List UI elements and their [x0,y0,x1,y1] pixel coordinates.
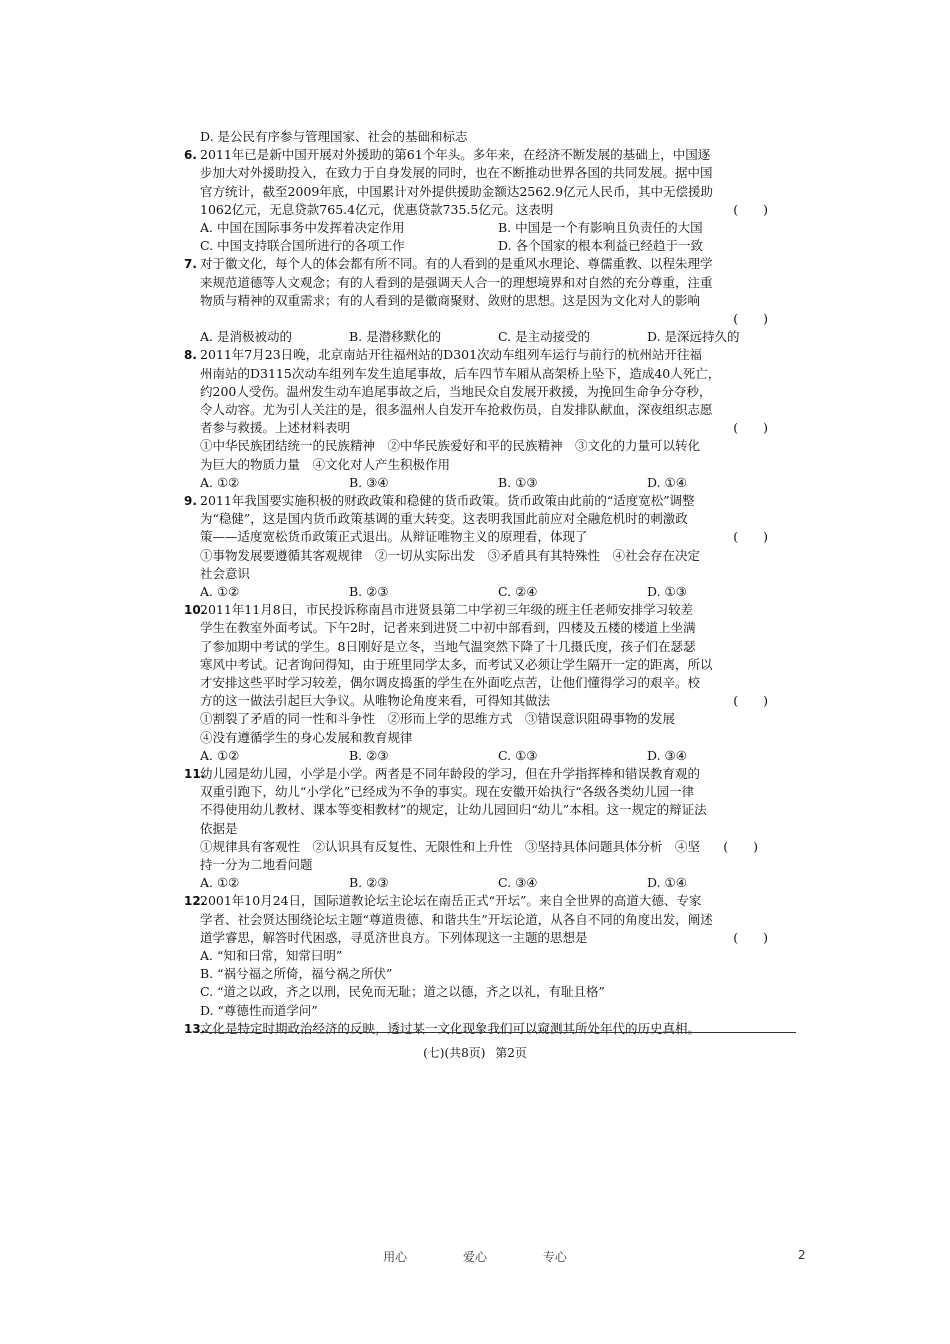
question-text: 对于徽文化，每个人的体会都有所不同。有的人看到的是重风水理论、尊儒重教、以程朱理学 [200,256,713,272]
option-a: A. ①② [200,584,240,600]
question-text: 幼儿园是幼儿园，小学是小学。两者是不同年龄段的学习，但在升学指挥棒和错误教育观的 [200,766,701,782]
question-11 [184,765,796,892]
footer-word: 爱心 [462,1250,487,1264]
question-text: 2001年10月24日，国际道教论坛主论坛在南岳正式“开坛”。来自全世界的高道大德、专家 [200,893,702,909]
option-b: B. ③④ [349,474,389,490]
question-text: 依据是 [200,820,238,836]
question-number: 13. [184,1021,206,1036]
question-number: 8. [184,348,197,363]
question-text: 州南站的D3115次动车组列车发生追尾事故，后车四节车厢从高架桥上坠下，造成40人死亡， [200,365,721,381]
page-number: 2 [798,1248,806,1262]
page-footer [0,1044,950,1061]
question-text: 道学睿思，解答时代困惑，寻觅济世良方。下列体现这一主题的思想是 [200,929,588,945]
option-c: C. 中国支持联合国所进行的各项工作 [200,238,405,254]
option-b: B. ②③ [349,747,389,763]
footer-word: 用心 [383,1250,408,1264]
exam-page [184,128,796,1038]
footer-page: 第2页 [495,1046,527,1060]
statement-items: ①事物发展要遵循其客观规律 ②一切从实际出发 ③矛盾具有其特殊性 ④社会存在决定 [200,547,701,563]
statement-items: ①规律具有客观性 ②认识具有反复性、无限性和上升性 ③坚持具体问题具体分析 ④坚 [200,838,701,854]
option-d: D. ③④ [647,747,687,763]
statement-items: 为巨大的物质力量 ④文化对人产生积极作用 [200,456,451,472]
question-text: 1062亿元，无息贷款765.4亿元，优惠贷款735.5亿元。这表明 [200,201,554,217]
question-text: 来规范道德等人文观念；有的人看到的是强调天人合一的理想境界和对自然的充分尊重，注重 [200,274,713,290]
question-12 [184,892,796,1019]
question-text: 者参与救援。上述材料表明 [200,420,351,436]
footer-word: 专心 [542,1250,567,1264]
statement-items: ①割裂了矛盾的同一性和斗争性 ②形而上学的思维方式 ③错误意识阻碍事物的发展 [200,711,676,727]
option-a: A. ①② [200,747,240,763]
question-text: 2011年我国要实施积极的财政政策和稳健的货币政策。货币政策由此前的“适度宽松”调整 [200,493,695,509]
question-text: 才安排这些平时学习较差，偶尔调皮捣蛋的学生在外面吃点苦，让他们懂得学习的艰辛。校 [200,675,701,691]
question-number: 7. [184,257,197,272]
answer-blank: ( ) [733,311,768,327]
option-c: C. “道之以政，齐之以刑，民免而无耻；道之以德，齐之以礼，有耻且格” [200,984,605,1000]
answer-blank: ( ) [723,838,758,854]
option-d: D. 各个国家的根本利益已经趋于一致 [498,238,704,254]
option-b: B. ②③ [349,584,389,600]
option-c: C. ②④ [498,584,538,600]
question-text: 寒风中考试。记者询问得知，由于班里同学太多，而考试又必须让学生隔开一定的距离，所以 [200,656,713,672]
question-text: 2011年已是新中国开展对外援助的第61个年头。多年来，在经济不断发展的基础上，中国逐 [200,147,711,163]
option-d-continuation: D. 是公民有序参与管理国家、社会的基础和标志 [200,129,468,144]
option-a: A. 中国在国际事务中发挥着决定作用 [200,220,405,235]
statement-items: 持一分为二地看问题 [200,857,313,873]
answer-blank: ( ) [733,201,768,217]
document-footer [0,1248,950,1265]
question-13 [184,1020,796,1038]
statement-items: ①中华民族团结统一的民族精神 ②中华民族爱好和平的民族精神 ③文化的力量可以转化 [200,438,701,454]
question-number: 6. [184,148,197,163]
question-7 [184,255,796,346]
option-a: A. 是消极被动的 [200,329,292,345]
question-number: 11. [184,767,206,782]
option-d: D. ①④ [647,875,687,891]
answer-blank: ( ) [733,529,768,545]
option-c: C. ③④ [498,875,538,891]
question-number: 10. [184,603,206,618]
option-b: B. 中国是一个有影响且负责任的大国 [498,220,703,235]
question-8 [184,346,796,492]
option-a: A. “知和曰常，知常曰明” [200,948,343,964]
option-c: B. ①③ [498,474,538,490]
footer-divider [200,1032,796,1033]
option-b: B. ②③ [349,875,389,891]
question-text: 学生在教室外面考试。下午2时，记者来到进贤二中初中部看到，四楼及五楼的楼道上坐满 [200,620,696,636]
answer-blank: ( ) [733,693,768,709]
option-b: B. 是潜移默化的 [349,329,442,345]
question-text: 约200人受伤。温州发生动车追尾事故之后，当地民众自发展开救援，为挽回生命争分夺秒， [200,383,712,399]
question-text: 步加大对外援助投入，在致力于自身发展的同时，也在不断推动世界各国的共同发展。据中国 [200,165,713,181]
question-10 [184,601,796,765]
option-a: A. ①② [200,875,240,891]
statement-items: ④没有遵循学生的身心发展和教育规律 [200,729,413,745]
option-d: D. ①④ [647,474,687,490]
question-text: 双重引跑下，幼儿“小学化”已经成为不争的事实。现在安徽开始执行“各级各类幼儿园一律 [200,784,695,800]
option-d: D. “尊德性而道学问” [200,1002,318,1018]
answer-blank: ( ) [733,929,768,945]
option-c: C. ①③ [498,747,538,763]
question-text: 官方统计，截至2009年底，中国累计对外提供援助金额达2562.9亿元人民币，其中无偿援助 [200,183,714,199]
question-text: 令人动容。尤为引人关注的是，很多温州人自发开车抢救伤员，自发排队献血，深夜组织志愿 [200,402,713,418]
question-text: 2011年11月8日，市民投诉称南昌市进贤县第二中学初三年级的班主任老师安排学习较差 [200,602,694,618]
question-text: 2011年7月23日晚，北京南站开往福州站的D301次动车组列车运行与前行的杭州站开往福 [200,347,703,363]
option-d: D. 是深远持久的 [647,329,740,345]
option-a: A. ①② [200,474,240,490]
question-number: 12. [184,894,206,909]
question-text: 文化是特定时期政治经济的反映，透过某一文化现象我们可以窥测其所处年代的历史真相。 [200,1020,701,1036]
question-text: 方的这一做法引起巨大争议。从唯物论角度来看，可得知其做法 [200,693,551,709]
answer-blank: ( ) [733,420,768,436]
footer-part: (七)(共8页) [423,1046,486,1060]
question-text: 了参加期中考试的学生。8日刚好是立冬，当地气温突然下降了十几摄氏度，孩子们在瑟瑟 [200,638,696,654]
question-text: 为“稳健”，这是国内货币政策基调的重大转变。这表明我国此前应对全融危机时的刺激政 [200,511,688,527]
question-number: 9. [184,494,197,509]
question-9 [184,492,796,601]
question-text: 策——适度宽松货币政策正式退出。从辩证唯物主义的原理看，体现了 [200,529,588,545]
statement-items: 社会意识 [200,565,251,581]
question-text: 学者、社会贤达围绕论坛主题“尊道贵德、和谐共生”开坛论道，从各自不同的角度出发，阐述 [200,911,713,927]
option-d: D. ①③ [647,584,687,600]
option-b: B. “祸兮福之所倚，福兮祸之所伏” [200,966,393,982]
question-text: 物质与精神的双重需求；有的人看到的是徽商聚财、敛财的思想。这是因为文化对人的影响 [200,292,701,308]
question-text: 不得使用幼儿教材、课本等变相教材”的规定，让幼儿园回归“幼儿”本相。这一规定的辩证法 [200,802,707,818]
question-6 [184,146,796,255]
option-c: C. 是主动接受的 [498,329,591,345]
